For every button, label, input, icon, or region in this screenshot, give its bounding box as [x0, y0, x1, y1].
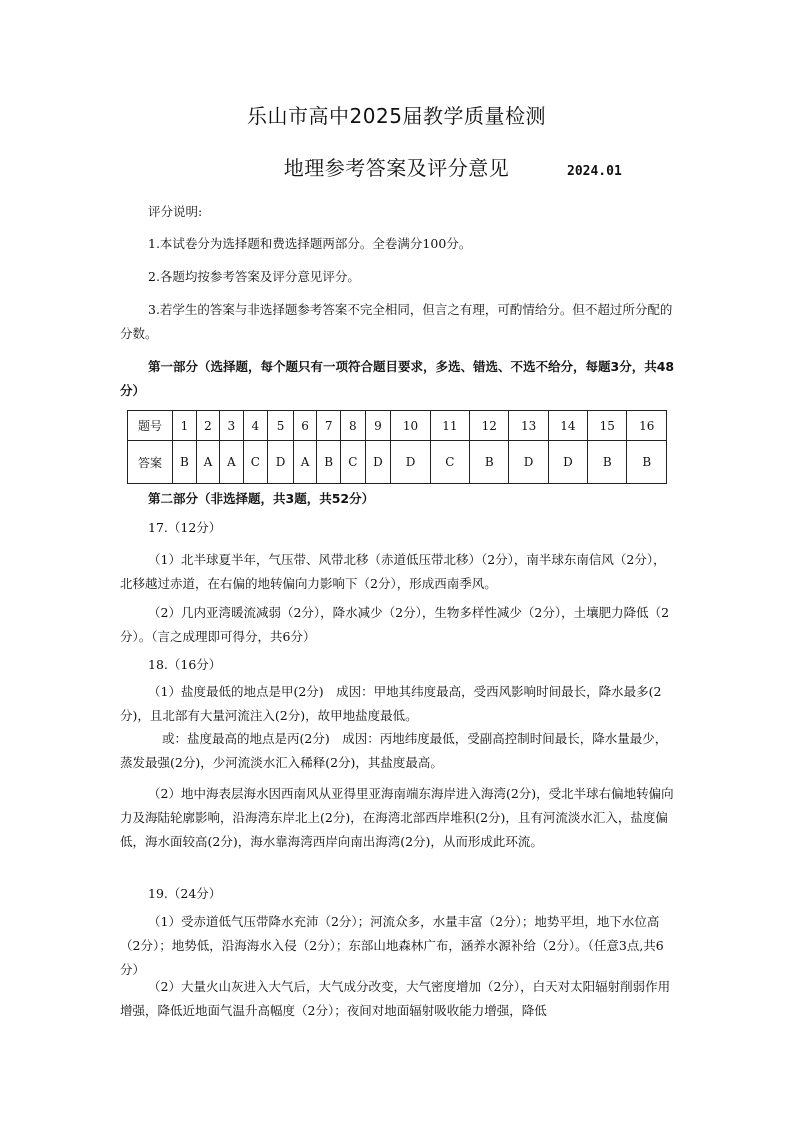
doc-subtitle: 地理参考答案及评分意见 — [283, 156, 510, 180]
table-cell: 7 — [317, 411, 341, 441]
part1-heading: 第一部分（选择题，每个题只有一项符合题目要求，多选、错选、不选不给分，每题3分，共48分） — [120, 359, 675, 398]
table-cell: 5 — [268, 411, 294, 441]
table-cell: 16 — [627, 411, 667, 441]
q18-answer-1: （1）盐度最低的地点是甲(2分) 成因：甲地其纬度最高，受西风影响时间最长，降水最多(2分)，且北部有大量河流注入(2分)，故甲地盐度最低。 — [120, 684, 662, 723]
table-header-answer: 答案 — [128, 441, 173, 484]
table-cell: 12 — [470, 411, 509, 441]
table-cell: D — [548, 441, 587, 484]
table-cell: 11 — [430, 411, 469, 441]
scoring-item-2: 2.各题均按参考答案及评分意见评分。 — [148, 269, 360, 284]
table-cell: D — [391, 441, 430, 484]
table-cell: D — [509, 441, 548, 484]
table-cell: B — [627, 441, 667, 484]
q19-answer-2: （2）大量火山灰进入大气后，大气成分改变，大气密度增加（2分），白天对太阳辐射削弱作用增强，降低近地面气温升高幅度（2分）；夜间对地面辐射吸收能力增强，降低 — [120, 979, 671, 1018]
table-cell: 8 — [341, 411, 366, 441]
q18-heading: 18.（16分） — [148, 657, 222, 672]
table-cell: 1 — [173, 411, 197, 441]
q19-heading: 19.（24分） — [148, 886, 222, 901]
table-cell: 4 — [243, 411, 268, 441]
scoring-heading: 评分说明: — [148, 204, 203, 219]
table-cell: D — [268, 441, 294, 484]
table-cell: 14 — [548, 411, 587, 441]
table-cell: B — [588, 441, 627, 484]
doc-date: 2024.01 — [567, 164, 622, 179]
answer-table — [127, 410, 667, 484]
q17-heading: 17.（12分） — [148, 520, 222, 535]
scoring-item-3: 3.若学生的答案与非选择题参考答案不完全相同，但言之有理，可酌情给分。但不超过所分配的分数。 — [120, 302, 673, 341]
table-cell: B — [470, 441, 509, 484]
table-cell: 15 — [588, 411, 627, 441]
part2-heading: 第二部分（非选择题，共3题，共52分） — [148, 491, 375, 506]
table-cell: B — [317, 441, 341, 484]
table-cell: 10 — [391, 411, 430, 441]
table-cell: A — [220, 441, 243, 484]
table-cell: 2 — [196, 411, 219, 441]
q19-answer-1: （1）受赤道低气压带降水充沛（2分）；河流众多，水量丰富（2分）；地势平坦，地下水位高（2分）；地势低，沿海海水入侵（2分）；东部山地森林广布，涵养水源补给（2分）。（任意3点,共6分） — [120, 914, 664, 977]
table-cell: A — [196, 441, 219, 484]
scoring-item-1: 1.本试卷分为选择题和费选择题两部分。全卷满分100分。 — [148, 236, 472, 251]
table-cell: 3 — [220, 411, 243, 441]
doc-title: 乐山市高中2025届教学质量检测 — [247, 104, 546, 128]
table-cell: 9 — [365, 411, 391, 441]
q17-answer-2: （2）几内亚湾暖流减弱（2分），降水减少（2分），生物多样性减少（2分），土壤肥力降低（2分）。（言之成理即可得分，共6分） — [120, 605, 670, 644]
q18-answer-2: （2）地中海表层海水因西南风从亚得里亚海南端东海岸进入海湾(2分)，受北半球右偏地转偏向力及海陆轮廓影响，沿海湾东岸北上(2分)，在海湾北部西岸堆积(2分)，且有河流淡水汇入，盐度偏低，海水面较高(2分)，海水靠海湾西岸向南出海湾(2分)，从而形成此环流。 — [120, 786, 674, 849]
table-cell: A — [293, 441, 316, 484]
table-row-answers — [128, 441, 667, 484]
table-cell: B — [173, 441, 197, 484]
table-cell: C — [243, 441, 268, 484]
q17-answer-1: （1）北半球夏半年，气压带、风带北移（赤道低压带北移）（2分），南半球东南信风（2分），北移越过赤道，在右偏的地转偏向力影响下（2分），形成西南季风。 — [120, 552, 666, 591]
table-cell: 6 — [293, 411, 316, 441]
table-cell: D — [365, 441, 391, 484]
table-cell: C — [341, 441, 366, 484]
table-cell: C — [430, 441, 469, 484]
table-row-numbers — [128, 411, 667, 441]
table-header-number: 题号 — [128, 411, 173, 441]
q18-answer-alt: 或：盐度最高的地点是丙(2分) 成因：丙地纬度最低，受副高控制时间最长，降水量最少，蒸发最强(2分)，少河流淡水汇入稀释(2分)，其盐度最高。 — [120, 731, 668, 770]
table-cell: 13 — [509, 411, 548, 441]
